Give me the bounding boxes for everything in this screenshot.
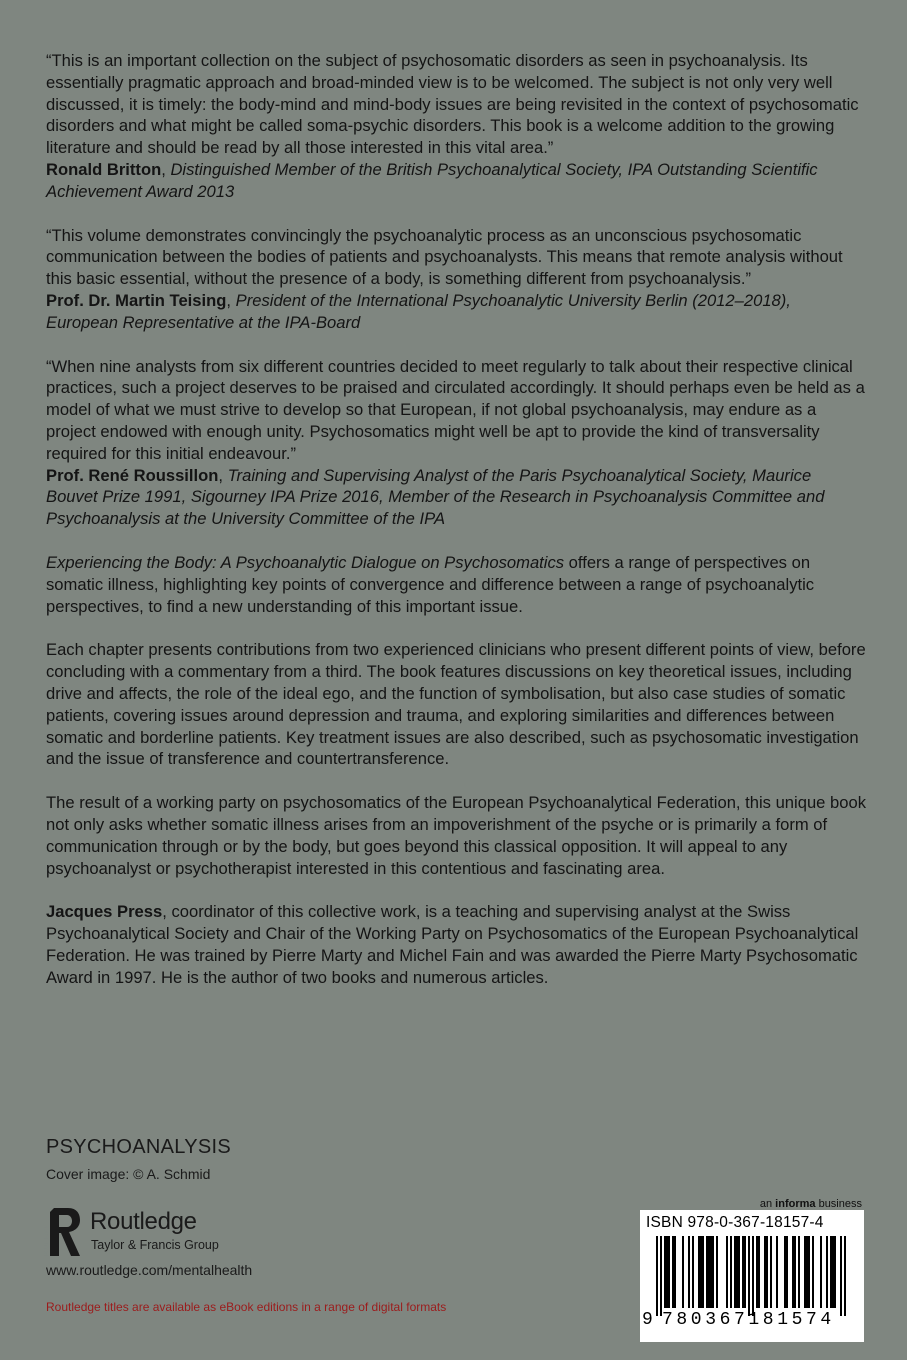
barcode-bar — [832, 1236, 834, 1308]
subject-category: PSYCHOANALYSIS — [46, 1136, 232, 1158]
barcode-bar — [812, 1236, 814, 1308]
barcode-bar — [656, 1236, 658, 1316]
barcode-bar — [666, 1236, 668, 1308]
author-bio: Jacques Press, coordinator of this collective work, is a teaching and supervising analyst at the Swiss Psychoanalytical Society and Chair of the Working Party on Psychosomatics of the European Psychoanalytical Federation. He was trained by Pierre Marty and Michel Fain and was awarded the Pierre Marty Psychosomatic Award in 1997. He is the author of two books and numerous articles. — [46, 902, 859, 987]
barcode-digits: 780367181574 — [662, 1310, 835, 1330]
barcode-bar — [672, 1236, 674, 1308]
barcode-bar — [682, 1236, 684, 1308]
description-chapters: Each chapter presents contributions from two experienced clinicians who present different points of view, before concluding with a commentary from a third. The book features discussions on key theoretical issues, including drive and affects, the role of the ideal ego, and the function of symbolisation, but also case studies of somatic patients, covering issues around depression and trauma, and exploring similarities and differences between somatic and borderline patients. Key treatment issues are also described, such as psychosomatic investigation and the issue of transference and countertransference. — [46, 640, 866, 769]
quote-text: “When nine analysts from six different countries decided to meet regularly to talk about their respective clinical practices, such a project deserves to be praised and circulated accordingly. It should perhaps even be held as a model of what we must strive to develop so that European, if not global psychoanalysis, may endure as a project endowed with enough unity. Psychosomatics might well be apt to provide the kind of transversality required for this initial endeavour.” — [46, 356, 865, 463]
barcode-bar — [756, 1236, 758, 1308]
cover-image-credit: Cover image: © A. Schmid — [46, 1166, 211, 1182]
barcode-first-digit: 9 — [642, 1310, 653, 1330]
publisher-group: Taylor & Francis Group — [91, 1238, 219, 1252]
barcode-bar — [830, 1236, 832, 1308]
barcode-bar — [826, 1236, 828, 1308]
barcode-bar — [764, 1236, 766, 1308]
endorser-role: President of the International Psychoanalytic University Berlin (2012–2018), European Representative at the IPA-Board — [46, 290, 791, 332]
endorser-role: Training and Supervising Analyst of the Paris Psychoanalytical Society, Maurice Bouvet Prize 1991, Sigourney IPA Prize 2016, Member of the Research in Psychoanalysis Committee and Psychoanalysis at the University Committee of the IPA — [46, 465, 825, 529]
description-working-party: The result of a working party on psychosomatics of the European Psychoanalytical Federation, this unique book not only asks whether somatic illness arises from an impoverishment of the psyche or is primarily a form of communication through or by the body, but goes beyond this classical opposition. It will appeal to any psychoanalyst or psychotherapist interested in this contentious and fascinating area. — [46, 793, 867, 878]
barcode-bar — [804, 1236, 806, 1308]
barcode-bar — [758, 1236, 760, 1308]
barcode-bar — [730, 1236, 732, 1308]
barcode-bar — [710, 1236, 712, 1308]
routledge-logo-icon — [46, 1206, 82, 1258]
barcode-bar — [798, 1236, 800, 1308]
endorsement-roussillon — [46, 356, 866, 530]
barcode-bar — [784, 1236, 786, 1308]
barcode-bar — [786, 1236, 788, 1308]
barcode-bar — [776, 1236, 778, 1308]
quote-attribution: Ronald Britton, Distinguished Member of the British Psychoanalytical Society, IPA Outstanding Scientific Achievement Award 2013 — [46, 159, 818, 201]
quote-text: “This volume demonstrates convincingly the psychoanalytic process as an unconscious psychosomatic communication between the bodies of patients and psychoanalysts. This means that remote analysis without this basic essential, without the presence of a body, is something different from psychoanalysis.” — [46, 225, 843, 289]
barcode-bar — [794, 1236, 796, 1308]
endorser-name: Ronald Britton — [46, 159, 162, 179]
quote-attribution: Prof. Dr. Martin Teising, President of the International Psychoanalytic University Berlin (2012–2018), European Representative at the IPA-Board — [46, 290, 791, 332]
publisher-block — [46, 1204, 306, 1264]
barcode-bar — [668, 1236, 670, 1308]
barcode-bar — [708, 1236, 710, 1308]
barcode-bar — [736, 1236, 738, 1308]
barcode-bar — [674, 1236, 676, 1308]
endorsement-britton — [46, 50, 866, 203]
endorser-name: Prof. René Roussillon — [46, 465, 219, 485]
barcode-bar — [702, 1236, 704, 1308]
barcode-bar — [834, 1236, 836, 1308]
barcode-bar — [844, 1236, 846, 1316]
barcode-bar — [748, 1236, 750, 1316]
barcode-bar — [726, 1236, 728, 1308]
book-title: Experiencing the Body: A Psychoanalytic Dialogue on Psychosomatics — [46, 552, 565, 572]
barcode-bar — [840, 1236, 842, 1316]
publisher-name: Routledge — [90, 1208, 197, 1235]
ebook-note: Routledge titles are available as eBook editions in a range of digital formats — [46, 1300, 447, 1314]
barcode-bar — [792, 1236, 794, 1308]
barcode-bar — [820, 1236, 822, 1308]
description-intro: Experiencing the Body: A Psychoanalytic Dialogue on Psychosomatics offers a range of perspectives on somatic illness, highlighting key points of convergence and difference between a range of psychoanalytic perspectives, to find a new understanding of this important issue. — [46, 552, 815, 616]
barcode-bar — [752, 1236, 754, 1316]
barcode-bars — [656, 1236, 854, 1316]
barcode-bar — [700, 1236, 702, 1308]
barcode-bar — [742, 1236, 744, 1308]
isbn-barcode — [640, 1210, 864, 1342]
publisher-website: www.routledge.com/mentalhealth — [46, 1262, 253, 1278]
isbn-label: ISBN 978-0-367-18157-4 — [646, 1214, 824, 1231]
barcode-bar — [770, 1236, 772, 1308]
barcode-bar — [692, 1236, 694, 1308]
quote-attribution: Prof. René Roussillon, Training and Supervising Analyst of the Paris Psychoanalytical Society, Maurice Bouvet Prize 1991, Sigourney IPA Prize 2016, Member of the Research in Psychoanalysis Committee and Psychoanalysis at the University Committee of the IPA — [46, 465, 825, 529]
endorser-name: Prof. Dr. Martin Teising — [46, 290, 227, 310]
barcode-bar — [706, 1236, 708, 1308]
barcode-bar — [716, 1236, 718, 1308]
barcode-bar — [660, 1236, 662, 1316]
barcode-bar — [734, 1236, 736, 1308]
barcode-bar — [712, 1236, 714, 1308]
logo-vertical-text: ROUTLEDGE — [44, 1224, 50, 1256]
barcode-bar — [744, 1236, 746, 1308]
barcode-bar — [738, 1236, 740, 1308]
endorser-role: Distinguished Member of the British Psychoanalytical Society, IPA Outstanding Scientific Achievement Award 2013 — [46, 159, 818, 201]
endorsement-teising — [46, 225, 866, 334]
author-name: Jacques Press — [46, 902, 163, 922]
barcode-bar — [688, 1236, 690, 1308]
back-cover-text — [46, 50, 866, 1010]
barcode-bar — [808, 1236, 810, 1308]
barcode-bar — [664, 1236, 666, 1308]
barcode-bar — [806, 1236, 808, 1308]
informa-tagline: an informa business — [759, 1198, 862, 1210]
barcode-bar — [766, 1236, 768, 1308]
quote-text: “This is an important collection on the subject of psychosomatic disorders as seen in psychoanalysis. Its essentially pragmatic approach and broad-minded view is to be welcomed. The subject is not only very well discussed, it is timely: the body-mind and mind-body issues are being revisited in the context of psychosomatic disorders and what might be called soma-psychic disorders. This book is a welcome addition to the growing literature and should be read by all those interested in this vital area.” — [46, 51, 859, 158]
barcode-bar — [698, 1236, 700, 1308]
